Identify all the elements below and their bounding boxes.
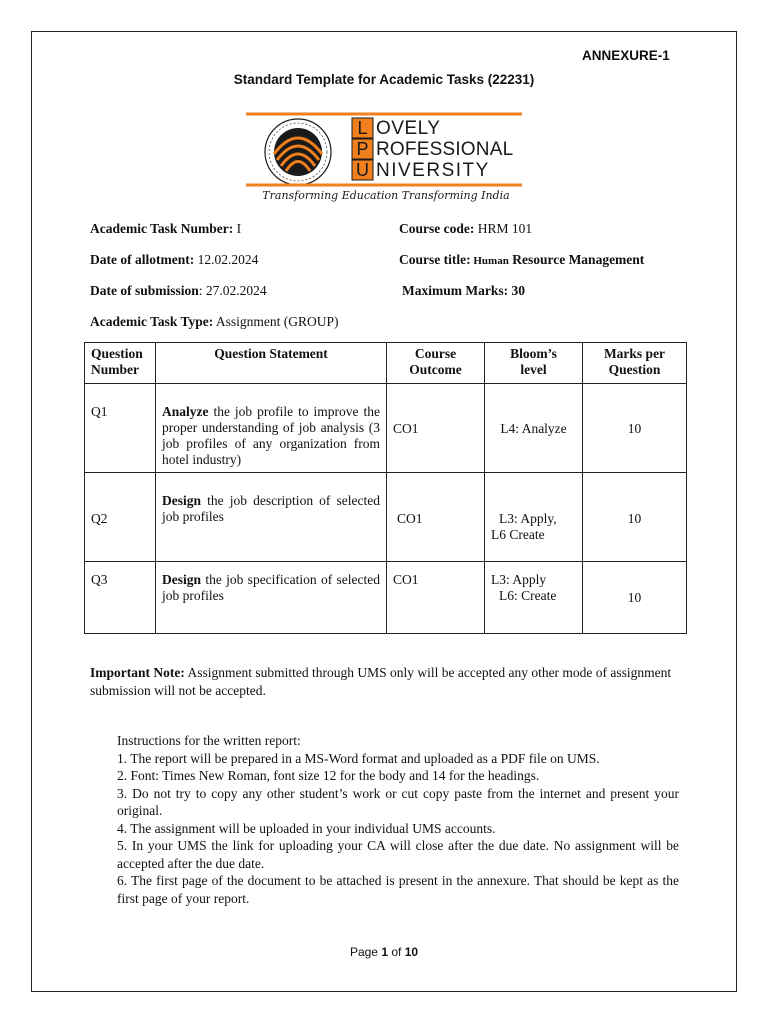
university-seal-icon <box>265 119 331 185</box>
date-of-allotment <box>90 252 258 268</box>
instruction-item: 6. The first page of the document to be attached is present in the annexure. That should be kept as the first page of your report. <box>117 873 679 906</box>
logo-word-niversity: NIVERSITY <box>376 160 490 181</box>
allotment-label: Date of allotment: <box>90 252 195 267</box>
header-question-statement: Question Statement <box>156 343 387 384</box>
logo-word-rofessional: ROFESSIONAL <box>376 139 514 160</box>
page-word: Page <box>349 945 382 959</box>
task-number-value: I <box>233 221 242 236</box>
statement-verb: Design <box>162 493 202 508</box>
important-note <box>90 664 680 700</box>
marks-cell: 10 <box>583 384 687 473</box>
submission-value: : 27.02.2024 <box>198 283 267 298</box>
course-code-label: Course code: <box>399 221 475 236</box>
header-outcome-line2: Outcome <box>409 362 462 377</box>
header-question-number <box>85 343 156 384</box>
statement-text: the job specification of selected job profiles <box>162 572 380 603</box>
page-current: 1 <box>381 945 388 959</box>
table-row <box>85 384 687 473</box>
header-outcome-line1: Course <box>414 346 457 361</box>
header-blooms-level <box>485 343 583 384</box>
task-type <box>90 314 339 330</box>
header-marks-line2: Question <box>608 362 661 377</box>
bloom-line1: L3: Apply, <box>499 511 557 526</box>
note-text: Assignment submitted through UMS only will be accepted any other mode of assignment submission will not be accepted. <box>90 665 672 698</box>
question-number-cell: Q3 <box>85 562 156 634</box>
question-number-cell: Q1 <box>85 384 156 473</box>
page-of: of <box>388 945 405 959</box>
bloom-line2: L6 Create <box>491 527 545 542</box>
header-bloom-line2: level <box>520 362 547 377</box>
course-code-value: HRM 101 <box>474 221 533 236</box>
course-code <box>399 221 532 237</box>
page-number <box>0 945 768 959</box>
header-course-outcome <box>387 343 485 384</box>
header-qnum-line1: Question <box>91 346 143 361</box>
course-outcome-cell: CO1 <box>387 562 485 634</box>
question-number-cell: Q2 <box>85 473 156 562</box>
bloom-line1: L4: Analyze <box>500 421 567 436</box>
maximum-marks <box>402 283 525 299</box>
task-type-value: Assignment (GROUP) <box>213 314 339 329</box>
task-number <box>90 221 241 237</box>
page-total: 10 <box>404 945 419 959</box>
question-statement-cell <box>156 562 387 634</box>
instructions-block <box>117 732 679 907</box>
allotment-value: 12.02.2024 <box>194 252 259 267</box>
table-header-row <box>85 343 687 384</box>
course-outcome-cell: CO1 <box>387 473 485 562</box>
task-number-label: Academic Task Number: <box>90 221 234 236</box>
maximum-marks-text: Maximum Marks: 30 <box>402 283 525 298</box>
logo-letter-boxes <box>352 118 373 180</box>
blooms-level-cell <box>485 562 583 634</box>
statement-verb: Analyze <box>162 404 209 419</box>
question-statement-cell <box>156 473 387 562</box>
course-title-label: Course title: <box>399 252 471 267</box>
header-marks-per-question <box>583 343 687 384</box>
logo-word-ovely: OVELY <box>376 118 441 139</box>
marks-cell: 10 <box>583 562 687 634</box>
course-title <box>399 252 644 268</box>
instruction-item: 3. Do not try to copy any other student’s work or cut copy paste from the internet and present your original. <box>117 785 679 818</box>
question-statement-cell <box>156 384 387 473</box>
table-row <box>85 562 687 634</box>
logo-letter-u: U <box>356 160 369 180</box>
statement-text: the job description of selected job profiles <box>162 493 380 524</box>
course-title-small: Human <box>470 255 509 267</box>
date-of-submission <box>90 283 267 299</box>
statement-verb: Design <box>162 572 202 587</box>
instruction-item: 2. Font: Times New Roman, font size 12 for the body and 14 for the headings. <box>117 768 540 783</box>
instruction-item: 1. The report will be prepared in a MS-Word format and uploaded as a PDF file on UMS. <box>117 750 600 766</box>
question-table <box>84 342 687 634</box>
header-qnum-line2: Number <box>91 362 139 377</box>
bloom-line2: L6: Create <box>499 588 557 603</box>
instruction-item: 5. In your UMS the link for uploading your CA will close after the due date. No assignment will be accepted after the due date. <box>117 838 679 871</box>
document-title: Standard Template for Academic Tasks (22231) <box>233 72 535 87</box>
header-marks-line1: Marks per <box>603 346 666 361</box>
statement-text: the job profile to improve the proper understanding of job analysis (3 job profiles of any organization from hotel industry) <box>162 404 380 467</box>
instruction-item: 4. The assignment will be uploaded in your individual UMS accounts. <box>117 820 496 836</box>
task-type-label: Academic Task Type: <box>90 314 214 329</box>
course-outcome-cell: CO1 <box>387 384 485 473</box>
annexure-label: ANNEXURE-1 <box>582 48 670 63</box>
table-row <box>85 473 687 562</box>
logo-tagline: Transforming Education Transforming India <box>262 189 510 202</box>
header-bloom-line1: Bloom’s <box>510 346 557 361</box>
blooms-level-cell <box>485 384 583 473</box>
submission-label: Date of submission <box>90 283 199 298</box>
blooms-level-cell <box>485 473 583 562</box>
logo-letter-l: L <box>357 118 368 138</box>
logo-letter-p: P <box>356 139 369 159</box>
bloom-line1: L3: Apply <box>491 572 547 587</box>
note-label: Important Note: <box>90 665 185 680</box>
university-logo <box>244 112 528 204</box>
course-title-rest: Resource Management <box>508 252 645 267</box>
marks-cell: 10 <box>583 473 687 562</box>
instructions-heading: Instructions for the written report: <box>117 733 301 748</box>
